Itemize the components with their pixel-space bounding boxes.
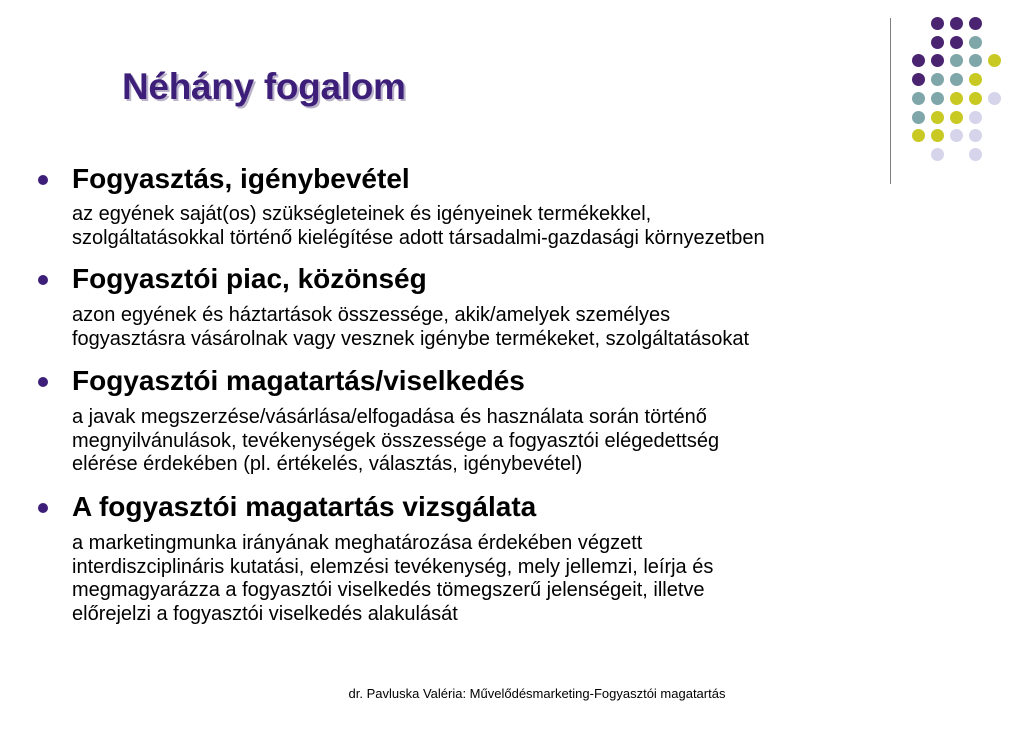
decorative-dot xyxy=(950,92,963,105)
bullet-icon xyxy=(38,175,48,185)
slide-title: Néhány fogalom xyxy=(122,66,406,107)
bullet-icon xyxy=(38,377,48,387)
decorative-dot xyxy=(950,73,963,86)
bullet-icon xyxy=(38,275,48,285)
decorative-dot xyxy=(931,73,944,86)
description-line: az egyének saját(os) szükségleteinek és igényeinek termékekkel, xyxy=(72,203,652,225)
description-line: a javak megszerzése/vásárlása/elfogadása és használata során történő xyxy=(72,406,707,428)
decorative-dot xyxy=(969,17,982,30)
description-line: azon egyének és háztartások összessége, akik/amelyek személyes xyxy=(72,304,671,326)
decorative-dot xyxy=(912,54,925,67)
description-line: előrejelzi a fogyasztói viselkedés alakulását xyxy=(72,602,458,625)
decorative-dot xyxy=(912,129,925,142)
decorative-dot xyxy=(931,17,944,30)
description-line: megnyilvánulások, tevékenységek összessége a fogyasztói elégedettség xyxy=(72,429,720,452)
decorative-dot xyxy=(950,17,963,30)
decorative-dot xyxy=(931,129,944,142)
description-line: szolgáltatásokkal történő kielégítése adott társadalmi-gazdasági környezetben xyxy=(72,226,765,249)
decorative-dot xyxy=(931,92,944,105)
decorative-dot xyxy=(931,54,944,67)
decorative-dot xyxy=(969,36,982,49)
item-description xyxy=(72,304,749,351)
decorative-dot xyxy=(969,148,982,161)
decorative-dot xyxy=(912,73,925,86)
decorative-dot xyxy=(950,111,963,124)
decorative-dot xyxy=(912,92,925,105)
item-heading: Fogyasztói magatartás/viselkedés xyxy=(72,365,525,396)
decorative-dot xyxy=(969,111,982,124)
decorative-dot xyxy=(912,111,925,124)
item-heading: Fogyasztás, igénybevétel xyxy=(72,163,410,194)
decorative-dot xyxy=(969,54,982,67)
item-description xyxy=(72,406,719,477)
decorative-dot xyxy=(931,111,944,124)
decorative-dot xyxy=(969,129,982,142)
bullet-icon xyxy=(38,503,48,513)
item-heading: Fogyasztói piac, közönség xyxy=(72,263,427,294)
description-line: fogyasztásra vásárolnak vagy vesznek igénybe termékeket, szolgáltatásokat xyxy=(72,327,750,350)
decorative-dot xyxy=(969,73,982,86)
decorative-dot xyxy=(931,36,944,49)
decorative-dot xyxy=(988,92,1001,105)
description-line: a marketingmunka irányának meghatározása érdekében végzett xyxy=(72,532,643,554)
decorative-dot xyxy=(950,129,963,142)
description-line: interdiszciplináris kutatási, elemzési tevékenység, mely jellemzi, leírja és xyxy=(72,555,714,578)
item-heading: A fogyasztói magatartás vizsgálata xyxy=(72,491,537,522)
decorative-dot xyxy=(969,92,982,105)
slide-footer: dr. Pavluska Valéria: Művelődésmarketing-Fogyasztói magatartás xyxy=(348,686,726,701)
item-description xyxy=(72,203,765,250)
decorative-dot xyxy=(988,54,1001,67)
decorative-dot xyxy=(950,36,963,49)
description-line: elérése érdekében (pl. értékelés, választás, igénybevétel) xyxy=(72,453,583,475)
description-line: megmagyarázza a fogyasztói viselkedés tömegszerű jelenségeit, illetve xyxy=(72,579,705,601)
decorative-dot xyxy=(931,148,944,161)
item-description xyxy=(72,532,713,626)
decorative-dot xyxy=(950,54,963,67)
